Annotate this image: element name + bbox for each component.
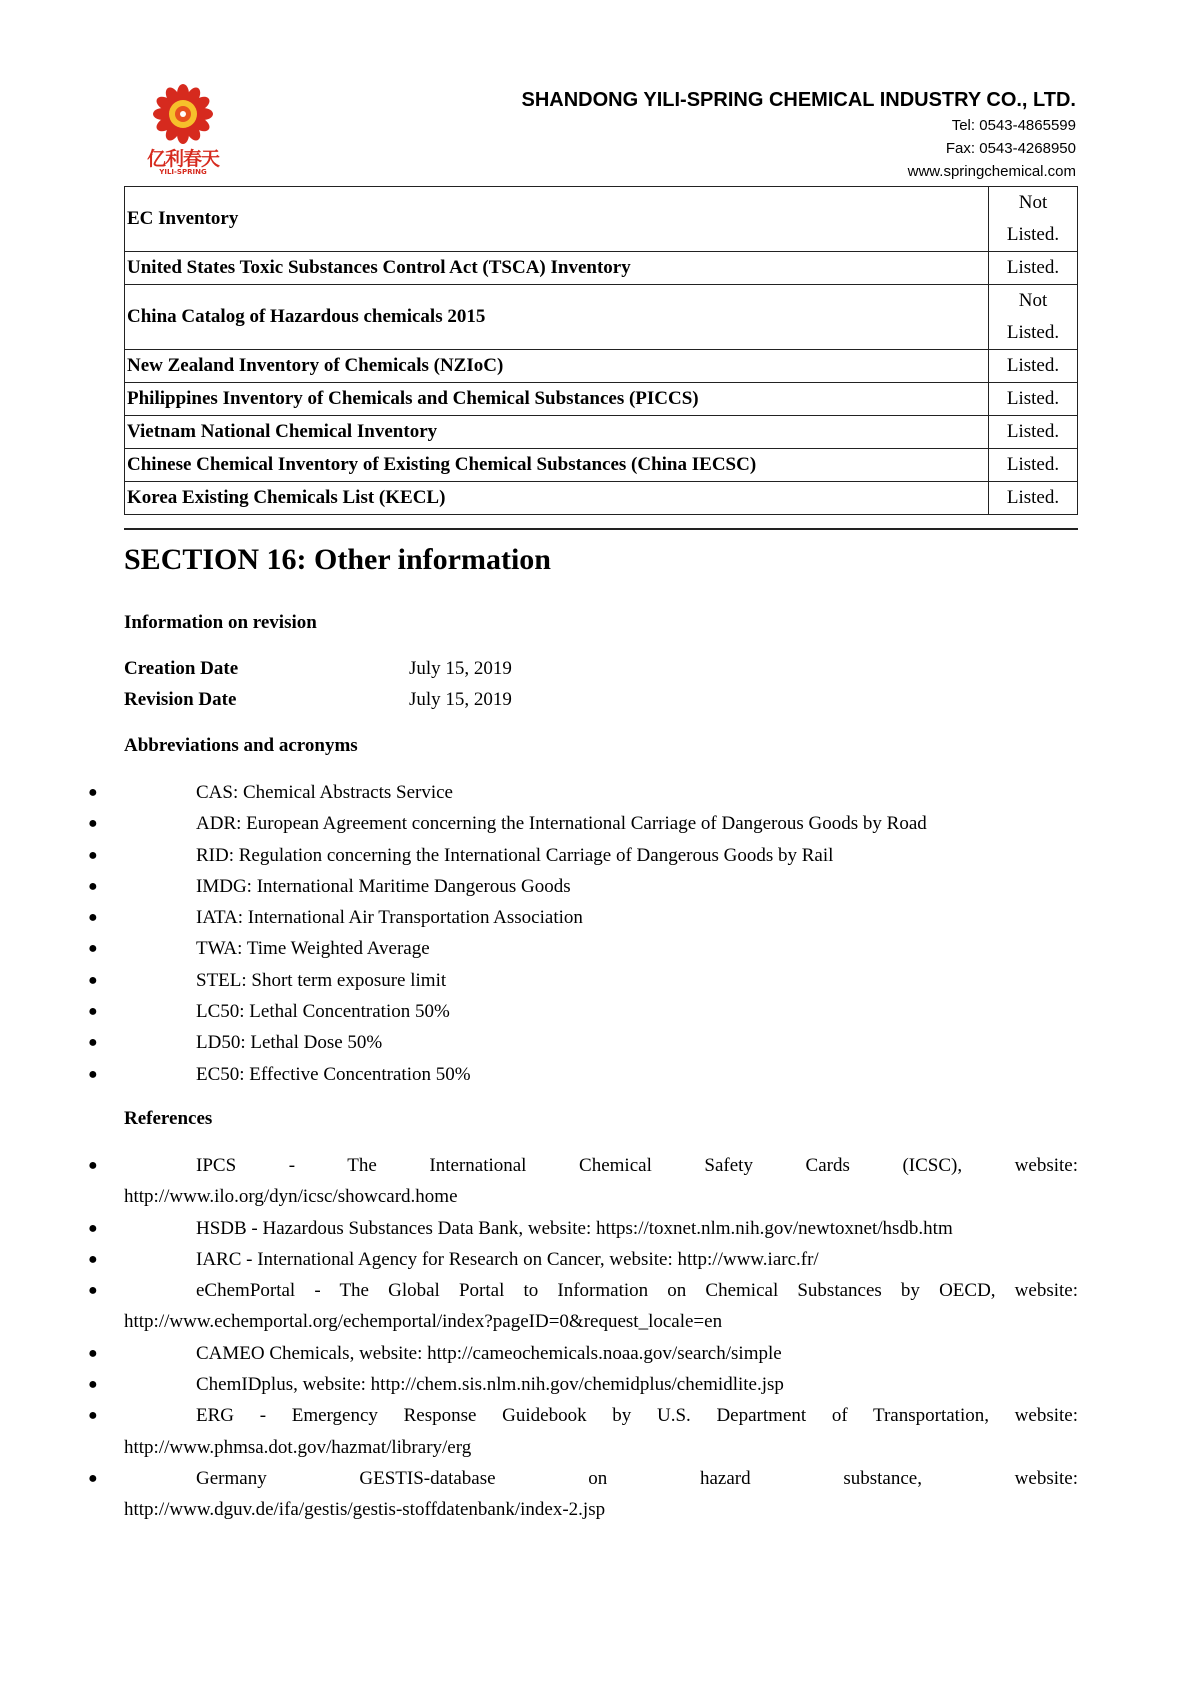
inventory-table bbox=[124, 186, 1078, 515]
inventory-status: Not Listed. bbox=[989, 285, 1078, 350]
table-row bbox=[125, 252, 1078, 285]
revision-date-label: Revision Date bbox=[124, 689, 237, 710]
table-row bbox=[125, 482, 1078, 515]
list-item: ● eChemPortal - The Global Portal to Information on Chemical Substances by OECD, website: http://www.echemportal.org/echemportal/index?pageID=0&request_locale=en bbox=[0, 1275, 1078, 1338]
bullet-icon: ● bbox=[88, 1407, 98, 1425]
list-item: ● Germany GESTIS-database on hazard substance, website: http://www.dguv.de/ifa/gestis/gestis-stoffdatenbank/index-2.jsp bbox=[0, 1463, 1078, 1526]
bullet-icon: ● bbox=[88, 971, 98, 989]
bullet-icon: ● bbox=[88, 1469, 98, 1487]
inventory-name: Vietnam National Chemical Inventory bbox=[125, 416, 989, 449]
list-item: ● IATA: International Air Transportation Association bbox=[0, 902, 1190, 933]
list-item: ● ADR: European Agreement concerning the International Carriage of Dangerous Goods by Road bbox=[0, 808, 1190, 839]
bullet-icon: ● bbox=[88, 1282, 98, 1300]
company-header bbox=[522, 86, 1076, 183]
list-item: ● STEL: Short term exposure limit bbox=[0, 965, 1190, 996]
inventory-status: Listed. bbox=[989, 482, 1078, 515]
creation-date-label: Creation Date bbox=[124, 658, 239, 679]
inventory-name: China Catalog of Hazardous chemicals 2015 bbox=[125, 285, 989, 350]
inventory-status: Listed. bbox=[989, 416, 1078, 449]
list-item: ● ChemIDplus, website: http://chem.sis.nlm.nih.gov/chemidplus/chemidlite.jsp bbox=[0, 1369, 1078, 1400]
inventory-name: New Zealand Inventory of Chemicals (NZIoC) bbox=[125, 350, 989, 383]
table-row bbox=[125, 449, 1078, 482]
inventory-status: Not Listed. bbox=[989, 187, 1078, 252]
list-item: ● CAS: Chemical Abstracts Service bbox=[0, 777, 1190, 808]
logo-english-text: YILI-SPRING bbox=[159, 168, 207, 176]
bullet-icon: ● bbox=[88, 1065, 98, 1083]
section-divider bbox=[124, 528, 1078, 530]
company-tel: Tel: 0543-4865599 bbox=[951, 117, 1076, 134]
bullet-icon: ● bbox=[88, 1157, 98, 1174]
list-item: ● EC50: Effective Concentration 50% bbox=[0, 1059, 1190, 1090]
inventory-status: Listed. bbox=[989, 252, 1078, 285]
table-row bbox=[125, 187, 1078, 252]
list-item: ● TWA: Time Weighted Average bbox=[0, 933, 1190, 964]
inventory-status: Listed. bbox=[989, 350, 1078, 383]
creation-date-value: July 15, 2019 bbox=[409, 658, 512, 679]
table-row bbox=[125, 350, 1078, 383]
inventory-name: Philippines Inventory of Chemicals and Chemical Substances (PICCS) bbox=[125, 383, 989, 416]
revision-date-value: July 15, 2019 bbox=[409, 689, 512, 710]
company-fax: Fax: 0543-4268950 bbox=[945, 140, 1076, 157]
bullet-icon: ● bbox=[88, 909, 98, 927]
references-list bbox=[0, 1150, 1190, 1526]
revision-heading: Information on revision bbox=[124, 612, 317, 633]
inventory-name: Korea Existing Chemicals List (KECL) bbox=[125, 482, 989, 515]
company-website[interactable]: www.springchemical.com bbox=[907, 163, 1076, 180]
list-item: ● RID: Regulation concerning the International Carriage of Dangerous Goods by Rail bbox=[0, 840, 1190, 871]
table-row bbox=[125, 285, 1078, 350]
table-row bbox=[125, 416, 1078, 449]
list-item: ● ERG - Emergency Response Guidebook by U.S. Department of Transportation, website: http://www.phmsa.dot.gov/hazmat/library/erg bbox=[0, 1400, 1078, 1463]
bullet-icon: ● bbox=[88, 940, 98, 958]
bullet-icon: ● bbox=[88, 1376, 98, 1394]
bullet-icon: ● bbox=[88, 877, 98, 895]
inventory-name: Chinese Chemical Inventory of Existing Chemical Substances (China IECSC) bbox=[125, 449, 989, 482]
bullet-icon: ● bbox=[88, 784, 98, 801]
bullet-icon: ● bbox=[88, 846, 98, 864]
bullet-icon: ● bbox=[88, 815, 98, 833]
bullet-icon: ● bbox=[88, 1003, 98, 1021]
bullet-icon: ● bbox=[88, 1250, 98, 1268]
company-name: SHANDONG YILI-SPRING CHEMICAL INDUSTRY CO., LTD. bbox=[521, 89, 1076, 111]
list-item: ● HSDB - Hazardous Substances Data Bank, website: https://toxnet.nlm.nih.gov/newtoxnet/hsdb.htm bbox=[0, 1213, 1078, 1244]
references-heading: References bbox=[124, 1108, 213, 1129]
bullet-icon: ● bbox=[88, 1219, 98, 1237]
bullet-icon: ● bbox=[88, 1344, 98, 1362]
inventory-name: EC Inventory bbox=[125, 187, 989, 252]
flower-logo-icon bbox=[138, 82, 228, 144]
list-item: ● IMDG: International Maritime Dangerous Goods bbox=[0, 871, 1190, 902]
bullet-icon: ● bbox=[88, 1034, 98, 1052]
list-item: ● LC50: Lethal Concentration 50% bbox=[0, 996, 1190, 1027]
list-item: ● IARC - International Agency for Research on Cancer, website: http://www.iarc.fr/ bbox=[0, 1244, 1078, 1275]
table-row bbox=[125, 383, 1078, 416]
section-title: SECTION 16: Other information bbox=[124, 543, 551, 576]
list-item: ● IPCS - The International Chemical Safety Cards (ICSC), website: http://www.ilo.org/dyn/icsc/showcard.home bbox=[0, 1150, 1078, 1213]
abbreviations-list bbox=[0, 777, 1190, 1090]
list-item: ● LD50: Lethal Dose 50% bbox=[0, 1027, 1190, 1058]
inventory-name: United States Toxic Substances Control Act (TSCA) Inventory bbox=[125, 252, 989, 285]
inventory-status: Listed. bbox=[989, 449, 1078, 482]
abbreviations-heading: Abbreviations and acronyms bbox=[124, 735, 358, 756]
inventory-status: Listed. bbox=[989, 383, 1078, 416]
list-item: ● CAMEO Chemicals, website: http://cameochemicals.noaa.gov/search/simple bbox=[0, 1338, 1078, 1369]
company-logo bbox=[138, 82, 228, 182]
logo-chinese-text: 亿利春天 bbox=[146, 148, 219, 170]
